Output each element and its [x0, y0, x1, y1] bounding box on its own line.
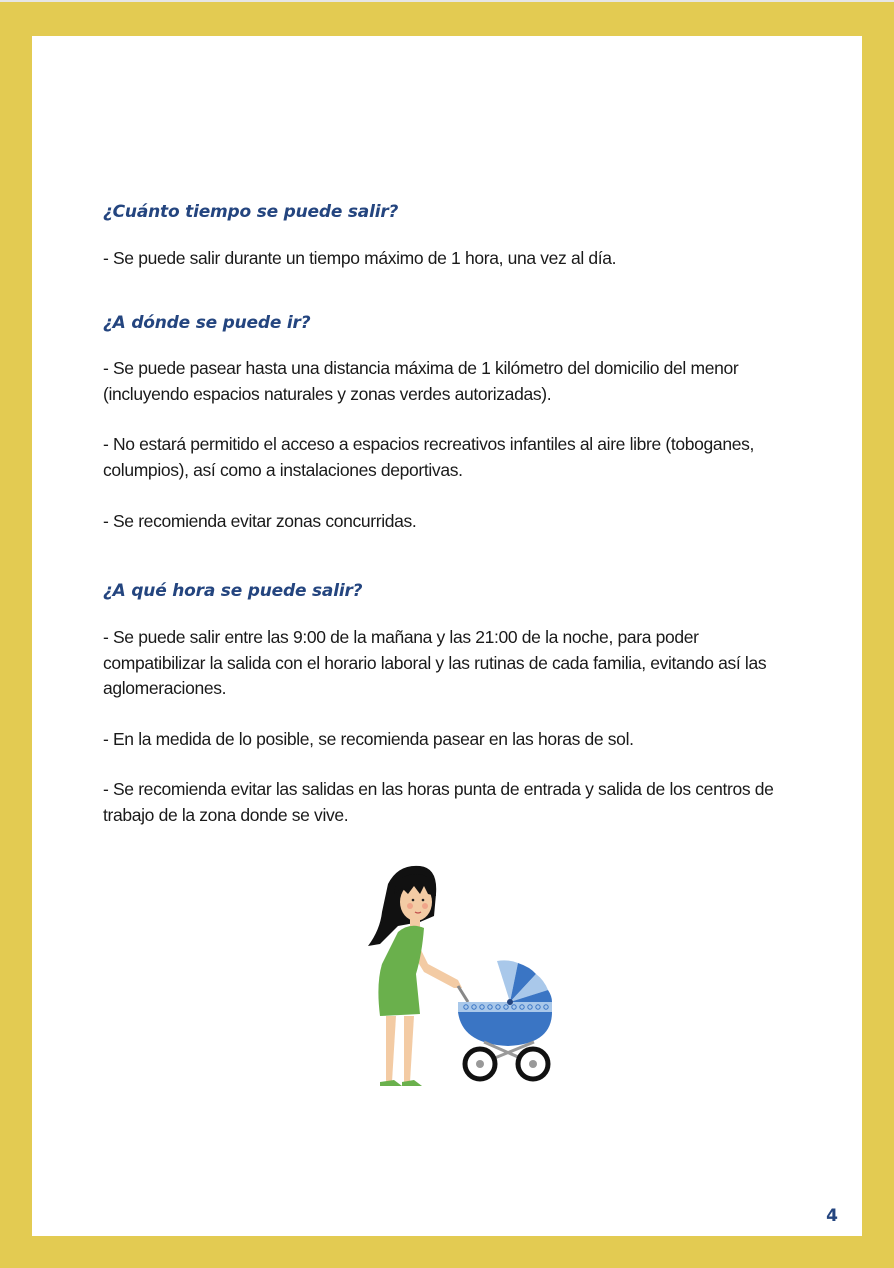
paragraph-when-1: - Se puede salir entre las 9:00 de la mañana y las 21:00 de la noche, para poder compatibilizar la salida con el horario laboral y las rutinas de cada familia, evitando así las aglomeraciones.	[103, 627, 767, 698]
page-number: 4	[826, 1206, 838, 1226]
paragraph-where-1: - Se puede pasear hasta una distancia máxima de 1 kilómetro del domicilio del menor (incluyendo espacios naturales y zonas verdes autorizadas).	[103, 358, 739, 404]
paragraph-where-3: - Se recomienda evitar zonas concurridas.	[103, 511, 417, 531]
paragraph-where-2: - No estará permitido el acceso a espacios recreativos infantiles al aire libre (toboganes, columpios), así como a instalaciones deportivas.	[103, 434, 754, 480]
section-heading-duration: ¿Cuánto tiempo se puede salir?	[103, 202, 399, 222]
paragraph-duration-1: - Se puede salir durante un tiempo máximo de 1 hora, una vez al día.	[103, 248, 617, 268]
paragraph-when-3: - Se recomienda evitar las salidas en las horas punta de entrada y salida de los centros de trabajo de la zona donde se vive.	[103, 779, 774, 825]
section-heading-where: ¿A dónde se puede ir?	[103, 313, 311, 333]
woman-with-stroller-icon	[358, 864, 558, 1089]
paragraph-when-2: - En la medida de lo posible, se recomienda pasear en las horas de sol.	[103, 729, 634, 749]
page	[32, 36, 862, 1236]
top-edge-strip	[0, 0, 894, 2]
section-heading-when: ¿A qué hora se puede salir?	[103, 581, 363, 601]
